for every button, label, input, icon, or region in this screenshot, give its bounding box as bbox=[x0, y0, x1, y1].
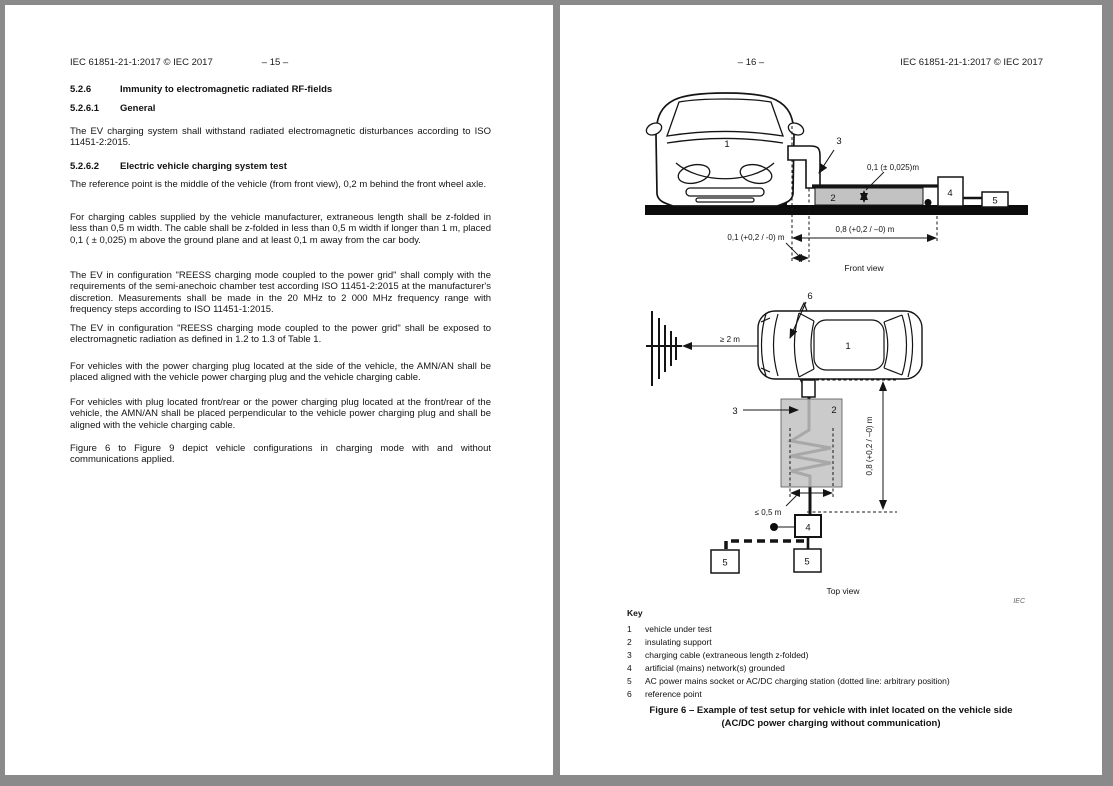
key-item: 2 insulating support bbox=[627, 637, 712, 647]
page-number-left: – 15 – bbox=[261, 57, 289, 68]
section-heading-5-2-6-2 bbox=[70, 161, 510, 172]
dim-length-top: 0,8 (+0,2 / –0) m bbox=[865, 416, 874, 476]
paragraph: The EV in configuration "REESS charging mode coupled to the power grid" shall be exposed to electromagnetic radiation as defined in 1.2 to 1.3 of Table 1. bbox=[70, 323, 491, 346]
label-reference-point: 6 bbox=[807, 291, 813, 302]
antenna-icon bbox=[646, 311, 682, 386]
key-item: 3 charging cable (extraneous length z-folded) bbox=[627, 650, 809, 660]
iec-figure-mark: IEC bbox=[1013, 598, 1025, 605]
section-number: 5.2.6.2 bbox=[70, 161, 100, 172]
label-socket-top-mid: 5 bbox=[804, 556, 810, 568]
paragraph: The EV in configuration "REESS charging mode coupled to the power grid" shall comply with the requirements of the semi-anechoic chamber test according ISO 11451-2:2015 at the manufacturer's discretion. Measurements shall be made in the 20 MHz to 2 000 MHz frequency range with frequency steps according to ISO 11451-1:2015. bbox=[70, 270, 491, 315]
paragraph: For charging cables supplied by the vehicle manufacturer, extraneous length shall be z-folded in less than 0,5 m width. The cable shall be z-folded in less than 0,5 m width if longer than 1 m, placed 0,1 ( ± 0,025) m above the ground plane and at least 0,1 m away from the car body. bbox=[70, 212, 491, 246]
ground-dot-front bbox=[925, 199, 932, 206]
page-15 bbox=[5, 5, 553, 775]
section-heading-5-2-6-1 bbox=[70, 103, 510, 114]
arbitrary-position-line bbox=[726, 541, 804, 549]
car-top-icon bbox=[758, 303, 922, 387]
dim-width-top: ≤ 0,5 m bbox=[754, 508, 782, 517]
front-view-diagram bbox=[644, 93, 1028, 273]
label-amn-front: 4 bbox=[947, 188, 953, 199]
dim-offset-front: 0,1 (+0,2 / -0) m bbox=[727, 233, 785, 242]
section-title: Electric vehicle charging system test bbox=[120, 161, 287, 172]
page-number-right: – 16 – bbox=[737, 57, 765, 68]
figure-key bbox=[627, 608, 1087, 701]
section-heading-5-2-6 bbox=[70, 84, 510, 95]
dim-length-front: 0,8 (+0,2 / –0) m bbox=[835, 225, 895, 234]
figure-caption-line1: Figure 6 – Example of test setup for vehicle with inlet located on the vehicle side bbox=[649, 705, 1013, 716]
front-view-caption: Front view bbox=[844, 263, 884, 273]
figure-caption-line2: (AC/DC power charging without communication) bbox=[721, 718, 941, 729]
label-amn-top: 4 bbox=[805, 522, 811, 534]
label-support-top: 2 bbox=[831, 405, 837, 416]
paragraph: The EV charging system shall withstand radiated electromagnetic disturbances according to ISO 11451-2:2015. bbox=[70, 126, 491, 149]
key-title: Key bbox=[627, 608, 643, 618]
label-socket-front: 5 bbox=[992, 195, 998, 207]
label-socket-top-left: 5 bbox=[722, 557, 728, 569]
section-number: 5.2.6.1 bbox=[70, 103, 100, 114]
key-item: 6 reference point bbox=[627, 689, 702, 699]
key-item: 5 AC power mains socket or AC/DC charging station (dotted line: arbitrary position) bbox=[627, 676, 950, 686]
dim-antenna-distance: ≥ 2 m bbox=[720, 335, 740, 344]
running-header-right: IEC 61851-21-1:2017 © IEC 2017 bbox=[900, 57, 1043, 68]
running-header-left: IEC 61851-21-1:2017 © IEC 2017 bbox=[70, 57, 213, 68]
paragraph: Figure 6 to Figure 9 depict vehicle configurations in charging mode with and without communications applied. bbox=[70, 443, 491, 466]
paragraph: For vehicles with the power charging plug located at the side of the vehicle, the AMN/AN shall be placed aligned with the vehicle power charging plug and the vehicle charging cable. bbox=[70, 361, 491, 384]
section-title: Immunity to electromagnetic radiated RF-fields bbox=[120, 84, 333, 95]
ground-dot-top bbox=[770, 523, 778, 531]
inlet-connector-icon bbox=[802, 380, 815, 397]
paragraph: For vehicles with plug located front/rear or the power charging plug located at the front/rear of the vehicle, the AMN/AN shall be placed perpendicular to the vehicle power charging plug and shall be aligned with the vehicle charging cable. bbox=[70, 397, 491, 431]
label-cable-top: 3 bbox=[732, 406, 738, 417]
top-view-diagram bbox=[646, 291, 1026, 605]
section-number: 5.2.6 bbox=[70, 84, 92, 95]
key-item: 4 artificial (mains) network(s) grounded bbox=[627, 663, 785, 673]
top-view-caption: Top view bbox=[826, 586, 860, 596]
page-16 bbox=[560, 5, 1102, 775]
label-vehicle-front: 1 bbox=[724, 139, 730, 150]
label-vehicle-top: 1 bbox=[845, 341, 851, 352]
label-support-front: 2 bbox=[830, 193, 836, 204]
key-item: 1 vehicle under test bbox=[627, 624, 712, 634]
dim-height-front: 0,1 (± 0,025)m bbox=[867, 163, 919, 172]
label-cable-front: 3 bbox=[836, 136, 842, 147]
paragraph: The reference point is the middle of the vehicle (from front view), 0,2 m behind the front wheel axle. bbox=[70, 179, 487, 190]
section-title: General bbox=[120, 103, 156, 114]
